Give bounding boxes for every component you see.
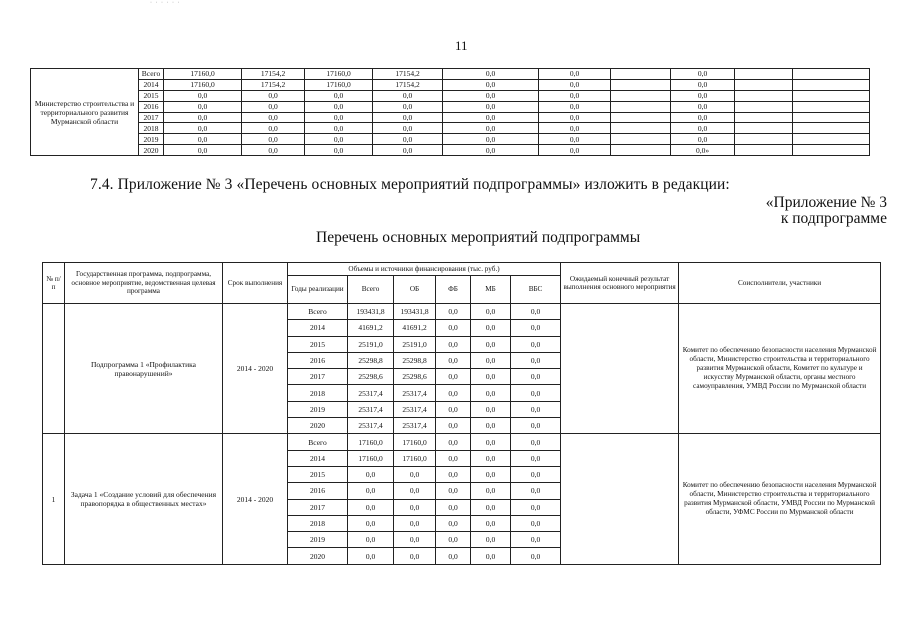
top-table-cell: 0,0 (305, 90, 373, 101)
top-table-row (31, 112, 870, 123)
top-table-cell: 0,0 (539, 123, 611, 134)
block-result (561, 434, 679, 564)
block-term: 2014 - 2020 (223, 304, 288, 434)
amount-cell: 0,0 (471, 450, 511, 466)
top-table-empty-cell (611, 123, 671, 134)
header-mb: МБ (471, 276, 511, 304)
year-cell: 2014 (288, 450, 348, 466)
header-row-1 (43, 263, 881, 276)
appendix-line-1: «Приложение № 3 (765, 194, 887, 211)
amount-cell: 0,0 (511, 352, 561, 368)
amount-cell: 0,0 (511, 548, 561, 564)
header-executors: Соисполнители, участники (679, 263, 881, 304)
top-table-cell: 0,0 (242, 134, 305, 145)
amount-cell: 0,0 (436, 320, 471, 336)
amount-cell: 0,0 (436, 385, 471, 401)
amount-cell: 17160,0 (348, 450, 394, 466)
amount-cell: 0,0 (511, 483, 561, 499)
top-table-cell: 0,0 (671, 69, 735, 80)
top-table-empty-cell (735, 134, 793, 145)
amount-cell: 25298,8 (348, 352, 394, 368)
top-table-cell: 0,0 (164, 101, 242, 112)
top-table-cell: 0,0 (539, 101, 611, 112)
top-table-year: 2017 (139, 112, 164, 123)
header-ob: ОБ (394, 276, 436, 304)
amount-cell: 0,0 (436, 401, 471, 417)
top-table-cell (793, 79, 870, 90)
top-table-cell: 17154,2 (373, 79, 443, 90)
top-table-cell: 17154,2 (242, 69, 305, 80)
amount-cell: 0,0 (511, 304, 561, 320)
top-table-cell: 0,0 (164, 134, 242, 145)
top-table-cell: 0,0 (373, 101, 443, 112)
top-table-cell (793, 90, 870, 101)
amount-cell: 0,0 (471, 369, 511, 385)
amount-cell: 0,0 (436, 352, 471, 368)
amount-cell: 0,0 (511, 499, 561, 515)
top-table-cell (793, 101, 870, 112)
amount-cell: 0,0 (348, 532, 394, 548)
year-cell: 2020 (288, 418, 348, 434)
amount-cell: 0,0 (436, 532, 471, 548)
year-cell: 2016 (288, 352, 348, 368)
amount-cell: 25317,4 (394, 385, 436, 401)
top-table-cell: 0,0 (164, 145, 242, 156)
top-table-cell: 0,0 (242, 90, 305, 101)
top-table-row (31, 145, 870, 156)
table-row (43, 434, 881, 450)
top-table-cell: 0,0 (671, 101, 735, 112)
top-table-row (31, 90, 870, 101)
top-table-cell: 17154,2 (242, 79, 305, 90)
top-table-empty-cell (611, 134, 671, 145)
amount-cell: 0,0 (511, 515, 561, 531)
top-table-cell (793, 123, 870, 134)
amount-cell: 0,0 (471, 434, 511, 450)
top-table-cell: 0,0» (671, 145, 735, 156)
amount-cell: 0,0 (511, 320, 561, 336)
top-table-cell: 17160,0 (305, 79, 373, 90)
top-table-cell: 0,0 (539, 145, 611, 156)
top-table-cell: 0,0 (443, 79, 539, 90)
amount-cell: 0,0 (511, 336, 561, 352)
top-table-cell (793, 112, 870, 123)
amount-cell: 25317,4 (348, 401, 394, 417)
top-table-cell: 0,0 (671, 79, 735, 90)
block-term: 2014 - 2020 (223, 434, 288, 564)
top-table-row (31, 134, 870, 145)
top-table-row (31, 101, 870, 112)
amount-cell: 0,0 (436, 369, 471, 385)
year-cell: 2015 (288, 466, 348, 482)
amount-cell: 25298,6 (394, 369, 436, 385)
top-table-empty-cell (735, 112, 793, 123)
top-table-cell: 0,0 (539, 112, 611, 123)
block-result (561, 304, 679, 434)
top-table-cell: 0,0 (373, 123, 443, 134)
top-table-cell: 0,0 (305, 112, 373, 123)
top-table-cell (793, 134, 870, 145)
header-program: Государственная программа, подпрограмма, основное мероприятие, ведомственная целевая программа (65, 263, 223, 304)
top-table-cell: 0,0 (373, 112, 443, 123)
top-table-cell: 0,0 (242, 123, 305, 134)
amount-cell: 0,0 (394, 483, 436, 499)
appendix-line-2: к подпрограмме (780, 210, 887, 227)
amount-cell: 0,0 (471, 385, 511, 401)
amount-cell: 25298,8 (394, 352, 436, 368)
top-table-cell: 0,0 (443, 145, 539, 156)
top-table-empty-cell (735, 79, 793, 90)
top-table-row (31, 79, 870, 90)
header-result: Ожидаемый конечный результат выполнения основного мероприятия (561, 263, 679, 304)
amount-cell: 0,0 (436, 418, 471, 434)
amount-cell: 0,0 (436, 450, 471, 466)
top-table-empty-cell (611, 112, 671, 123)
amount-cell: 193431,8 (394, 304, 436, 320)
year-cell: 2016 (288, 483, 348, 499)
top-table-cell: 17160,0 (164, 69, 242, 80)
amount-cell: 0,0 (511, 418, 561, 434)
amount-cell: 0,0 (436, 434, 471, 450)
top-table-year: 2020 (139, 145, 164, 156)
amount-cell: 0,0 (436, 466, 471, 482)
amount-cell: 0,0 (436, 483, 471, 499)
amount-cell: 25317,4 (348, 418, 394, 434)
top-table-empty-cell (611, 145, 671, 156)
amount-cell: 0,0 (348, 548, 394, 564)
block-executors: Комитет по обеспечению безопасности населения Мурманской области, Министерство строительства и территориального развития Мурманской области, Комитет по культуре и искусству Мурманской области, органы местного самоуправления, УМВД России по Мурманской области (679, 304, 881, 434)
amount-cell: 0,0 (511, 466, 561, 482)
year-cell: 2019 (288, 401, 348, 417)
amount-cell: 25317,4 (394, 418, 436, 434)
top-table-empty-cell (735, 101, 793, 112)
amount-cell: 0,0 (471, 418, 511, 434)
year-cell: Всего (288, 434, 348, 450)
top-table-row (31, 69, 870, 80)
top-table-cell: 17154,2 (373, 69, 443, 80)
amount-cell: 0,0 (394, 548, 436, 564)
amount-cell: 0,0 (394, 499, 436, 515)
amount-cell: 0,0 (471, 499, 511, 515)
top-table-empty-cell (611, 79, 671, 90)
amount-cell: 0,0 (471, 466, 511, 482)
block-num (43, 304, 65, 434)
amount-cell: 0,0 (348, 515, 394, 531)
top-table-year: Всего (139, 69, 164, 80)
amount-cell: 25191,0 (348, 336, 394, 352)
top-table-cell: 0,0 (443, 69, 539, 80)
top-table-body (31, 69, 870, 156)
top-table-cell: 0,0 (242, 112, 305, 123)
top-table-year: 2014 (139, 79, 164, 90)
top-table-year: 2015 (139, 90, 164, 101)
top-table-cell (793, 69, 870, 80)
amount-cell: 0,0 (471, 515, 511, 531)
year-cell: 2019 (288, 532, 348, 548)
amount-cell: 0,0 (511, 369, 561, 385)
top-table-cell: 0,0 (373, 145, 443, 156)
amount-cell: 0,0 (471, 352, 511, 368)
top-table-cell: 0,0 (305, 101, 373, 112)
header-vbs: ВБС (511, 276, 561, 304)
top-table-cell: 0,0 (671, 112, 735, 123)
amount-cell: 25298,6 (348, 369, 394, 385)
amount-cell: 0,0 (436, 548, 471, 564)
header-total: Всего (348, 276, 394, 304)
top-table-empty-cell (611, 101, 671, 112)
top-table-empty-cell (611, 90, 671, 101)
main-title: Перечень основных мероприятий подпрограммы (316, 229, 641, 246)
table-row (43, 304, 881, 320)
header-term: Срок выполнения (223, 263, 288, 304)
amount-cell: 0,0 (471, 401, 511, 417)
top-table-cell: 0,0 (443, 101, 539, 112)
top-table-cell: 17160,0 (164, 79, 242, 90)
amount-cell: 0,0 (471, 336, 511, 352)
amount-cell: 25317,4 (348, 385, 394, 401)
amount-cell: 25191,0 (394, 336, 436, 352)
amount-cell: 0,0 (511, 385, 561, 401)
amount-cell: 17160,0 (348, 434, 394, 450)
header-fb: ФБ (436, 276, 471, 304)
top-table-cell: 0,0 (443, 134, 539, 145)
top-table-cell: 0,0 (539, 79, 611, 90)
year-cell: 2018 (288, 515, 348, 531)
top-continuation-table (30, 68, 870, 156)
amount-cell: 0,0 (436, 336, 471, 352)
top-table-cell: 0,0 (671, 90, 735, 101)
amount-cell: 0,0 (394, 466, 436, 482)
amount-cell: 0,0 (471, 320, 511, 336)
top-table-cell: 0,0 (671, 123, 735, 134)
top-table-cell: 0,0 (443, 90, 539, 101)
top-table-cell: 0,0 (539, 90, 611, 101)
top-table-cell: 0,0 (242, 101, 305, 112)
amount-cell: 0,0 (511, 401, 561, 417)
top-table-year: 2016 (139, 101, 164, 112)
year-cell: 2020 (288, 548, 348, 564)
amount-cell: 0,0 (471, 548, 511, 564)
year-cell: 2015 (288, 336, 348, 352)
top-table-year: 2019 (139, 134, 164, 145)
top-table-cell: 0,0 (539, 69, 611, 80)
year-cell: 2017 (288, 499, 348, 515)
amount-cell: 0,0 (511, 532, 561, 548)
top-table-row (31, 123, 870, 134)
top-table-empty-cell (611, 69, 671, 80)
top-table-cell: 0,0 (305, 145, 373, 156)
amount-cell: 0,0 (471, 532, 511, 548)
top-table-cell: 0,0 (305, 123, 373, 134)
amount-cell: 0,0 (436, 499, 471, 515)
activities-table (42, 262, 881, 565)
amount-cell: 0,0 (436, 304, 471, 320)
top-table-cell: 0,0 (164, 123, 242, 134)
block-executors: Комитет по обеспечению безопасности населения Мурманской области, Министерство строительства и территориального развития Мурманской области, УМВД России по Мурманской области, УФМС России по Мурманской области (679, 434, 881, 564)
amount-cell: 17160,0 (394, 450, 436, 466)
amount-cell: 25317,4 (394, 401, 436, 417)
year-cell: 2014 (288, 320, 348, 336)
amount-cell: 41691,2 (394, 320, 436, 336)
amendment-sentence: 7.4. Приложение № 3 «Перечень основных мероприятий подпрограммы» изложить в редакции: (90, 176, 730, 193)
top-table-cell: 0,0 (164, 112, 242, 123)
header-years: Годы реализации (288, 276, 348, 304)
top-table-cell: 0,0 (539, 134, 611, 145)
year-cell: 2017 (288, 369, 348, 385)
top-table-cell (793, 145, 870, 156)
amount-cell: 41691,2 (348, 320, 394, 336)
block-program: Подпрограмма 1 «Профилактика правонарушений» (65, 304, 223, 434)
amount-cell: 0,0 (394, 515, 436, 531)
top-scribble: · · · · · · (150, 0, 181, 6)
header-funding: Объемы и источники финансирования (тыс. руб.) (288, 263, 561, 276)
top-table-cell: 0,0 (443, 123, 539, 134)
top-table-empty-cell (735, 145, 793, 156)
page-number: 11 (455, 38, 468, 53)
top-table-empty-cell (735, 69, 793, 80)
amount-cell: 0,0 (348, 499, 394, 515)
top-table-cell: 0,0 (373, 134, 443, 145)
top-table-cell: 0,0 (164, 90, 242, 101)
top-table-cell: 17160,0 (305, 69, 373, 80)
amount-cell: 0,0 (348, 483, 394, 499)
year-cell: 2018 (288, 385, 348, 401)
amount-cell: 0,0 (394, 532, 436, 548)
amount-cell: 193431,8 (348, 304, 394, 320)
top-table-org: Министерство строительства и территориального развития Мурманской области (31, 69, 139, 156)
top-table-cell: 0,0 (373, 90, 443, 101)
top-table-cell: 0,0 (443, 112, 539, 123)
amount-cell: 0,0 (511, 434, 561, 450)
top-table-empty-cell (735, 123, 793, 134)
amount-cell: 17160,0 (394, 434, 436, 450)
block-program: Задача 1 «Создание условий для обеспечения правопорядка в общественных местах» (65, 434, 223, 564)
top-table-year: 2018 (139, 123, 164, 134)
amount-cell: 0,0 (471, 304, 511, 320)
amount-cell: 0,0 (348, 466, 394, 482)
amount-cell: 0,0 (511, 450, 561, 466)
block-num: 1 (43, 434, 65, 564)
top-table-cell: 0,0 (671, 134, 735, 145)
amount-cell: 0,0 (436, 515, 471, 531)
header-num: № п/п (43, 263, 65, 304)
amount-cell: 0,0 (471, 483, 511, 499)
top-table-empty-cell (735, 90, 793, 101)
top-table-cell: 0,0 (242, 145, 305, 156)
year-cell: Всего (288, 304, 348, 320)
top-table-cell: 0,0 (305, 134, 373, 145)
